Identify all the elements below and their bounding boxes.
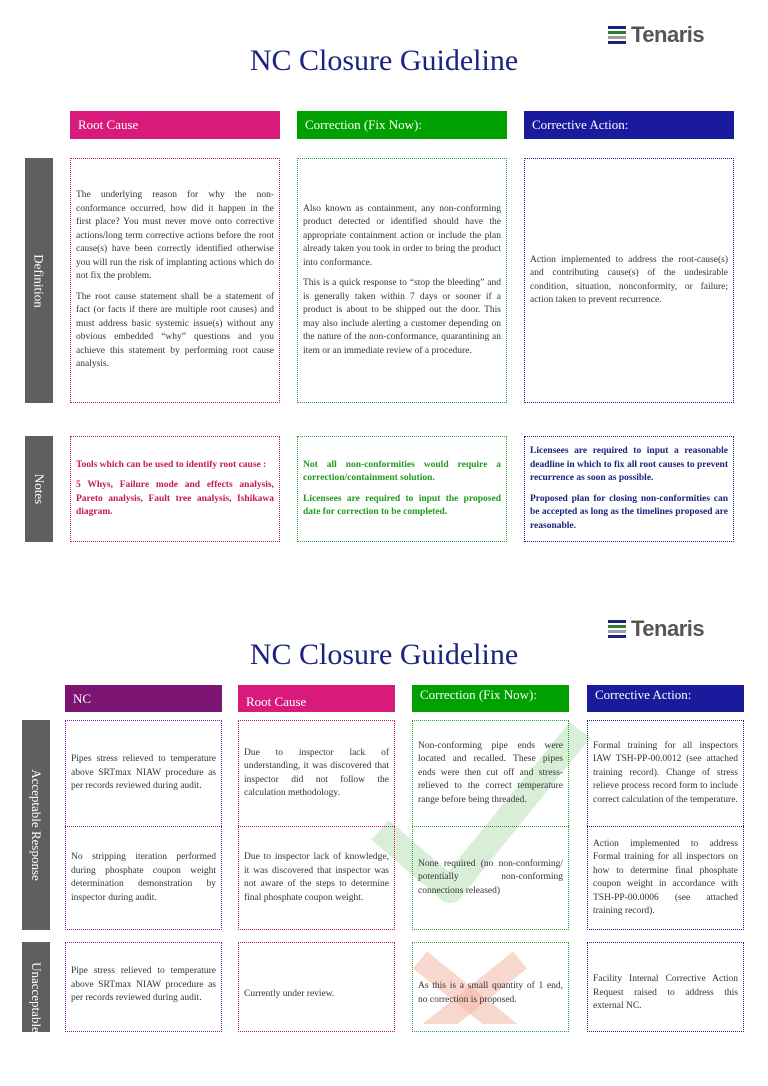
acceptable-nc-cell-2 (65, 826, 222, 930)
acceptable-root-cause-text-2: Due to inspector lack of knowledge, it was discovered that inspector was not aware of the steps to determine final phosphate coupon weight. (244, 852, 389, 903)
unacceptable-correction-cell (412, 942, 569, 1032)
definition-corrective-action-text: Action implemented to address the root-cause(s) and contributing cause(s) of the undesirable condition, situation, nonconformity, or failure; action taken to prevent recurrence. (530, 254, 728, 305)
logo-text-2: Tenaris (631, 616, 705, 641)
unacceptable-root-cause-text: Currently under review. (244, 989, 335, 999)
unacceptable-root-cause-cell (238, 942, 395, 1032)
definition-corrective-action (524, 158, 734, 403)
acceptable-corrective-action-cell (587, 720, 744, 826)
notes-corrective-action-text-2: Proposed plan for closing non-conformities can be accepted as long as the timelines proposed are reasonable. (530, 493, 728, 531)
row-label-acceptable: Acceptable Response (22, 720, 50, 930)
acceptable-root-cause-text: Due to inspector lack of understanding, it was discovered that inspector did not follow the calculation methodology. (244, 747, 389, 798)
header-root-cause-2: Root Cause (238, 685, 395, 712)
definition-correction (297, 158, 507, 403)
definition-correction-text: Also known as containment, any non-conforming product detected or identified should have the appropriate containment action or include the plan already taken you took in order to bring the product into conformance. (303, 203, 501, 268)
acceptable-nc-cell (65, 720, 222, 826)
notes-root-cause-text: Tools which can be used to identify root cause : (76, 459, 267, 470)
header-nc: NC (65, 685, 222, 712)
notes-root-cause-tools: 5 Whys, Failure mode and effects analysis, Pareto analysis, Fault tree analysis, Ishikawa diagram. (76, 480, 274, 517)
notes-root-cause (70, 436, 280, 542)
notes-correction-text: Not all non-conformities would require a correction/containment solution. (303, 459, 501, 483)
definition-root-cause-text-2: The root cause statement shall be a statement of fact (or facts if there are multiple root causes) and must address basic systemic issue(s) without any obvious embedded “why” questions and you achieve this statement by performing root cause analysis. (76, 291, 274, 370)
acceptable-correction-cell (412, 720, 569, 826)
definition-correction-text-2: This is a quick response to “stop the bleeding” and is generally taken within 7 days or sooner if a product is about to be shipped out the door. This may also include alerting a customer depending on the nature of the non-conformance, quarantining an item or an immediate review of a procedure. (303, 278, 501, 356)
header-correction-2: Correction (Fix Now): (412, 685, 569, 712)
acceptable-root-cause-cell-2 (238, 826, 395, 930)
unacceptable-nc-text: Pipe stress relieved to temperature above SRTmax NIAW procedure as per records reviewed during audit. (71, 966, 216, 1003)
acceptable-correction-text-2: None required (no non-conforming/ potentially non-conforming connections released) (418, 858, 563, 896)
tenaris-logo-icon (608, 26, 626, 44)
header-root-cause: Root Cause (70, 111, 280, 139)
notes-correction-text-2: Licensees are required to input the proposed date for correction to be completed. (303, 493, 501, 517)
acceptable-corrective-action-text-2: Action implemented to address Formal training for all inspectors on how to determine final phosphate coupon weight in accordance with TSH-PP-00.0006 (see attached training record). (593, 838, 738, 916)
unacceptable-correction-text: As this is a small quantity of 1 end, no correction is proposed. (418, 981, 563, 1005)
acceptable-corrective-action-cell-2 (587, 826, 744, 930)
unacceptable-corrective-action-cell (587, 942, 744, 1032)
page-title-2: NC Closure Guideline (249, 638, 519, 671)
header-corrective-action-2: Corrective Action: (587, 685, 744, 712)
acceptable-nc-text-2: No stripping iteration performed during phosphate coupon weight determination demonstration by inspector during audit. (71, 852, 216, 903)
header-corrective-action: Corrective Action: (524, 111, 734, 139)
acceptable-correction-text: Non-conforming pipe ends were located and recalled. These pipes ends were then cut off and stress-relieved to the correct temperature range before being threaded. (418, 740, 563, 805)
page-title: NC Closure Guideline (249, 44, 519, 77)
unacceptable-corrective-action-text: Facility Internal Corrective Action Request raised to address this external NC. (593, 974, 738, 1011)
row-label-definition: Definition (25, 158, 53, 403)
tenaris-logo-icon-2 (608, 620, 626, 638)
header-correction: Correction (Fix Now): (297, 111, 507, 139)
definition-root-cause (70, 158, 280, 403)
acceptable-correction-cell-2 (412, 826, 569, 930)
definition-root-cause-text: The underlying reason for why the non-conformance occurred, how did it happen in the first place? You must never move onto corrective actions/long term corrective actions before the root cause(s) have been correctly identified otherwise you will run the risk of implanting actions which do not fix the problem. (76, 190, 274, 282)
row-label-unacceptable: Unacceptable Response (22, 942, 50, 1032)
row-label-notes: Notes (25, 436, 53, 542)
notes-corrective-action-text: Licensees are required to input a reasonable deadline in which to fix all root causes to prevent recurrence as soon as possible. (530, 446, 728, 483)
notes-corrective-action (524, 436, 734, 542)
logo-text: Tenaris (631, 22, 705, 47)
acceptable-root-cause-cell (238, 720, 395, 826)
unacceptable-nc-cell (65, 942, 222, 1032)
acceptable-nc-text: Pipes stress relieved to temperature above SRTmax NIAW procedure as per records reviewed during audit. (71, 754, 216, 792)
acceptable-corrective-action-text: Formal training for all inspectors IAW TSH-PP-00.0012 (see attached training record). Change of stress relieve process record form to include correct calculation of the temperature. (593, 740, 738, 805)
notes-correction (297, 436, 507, 542)
